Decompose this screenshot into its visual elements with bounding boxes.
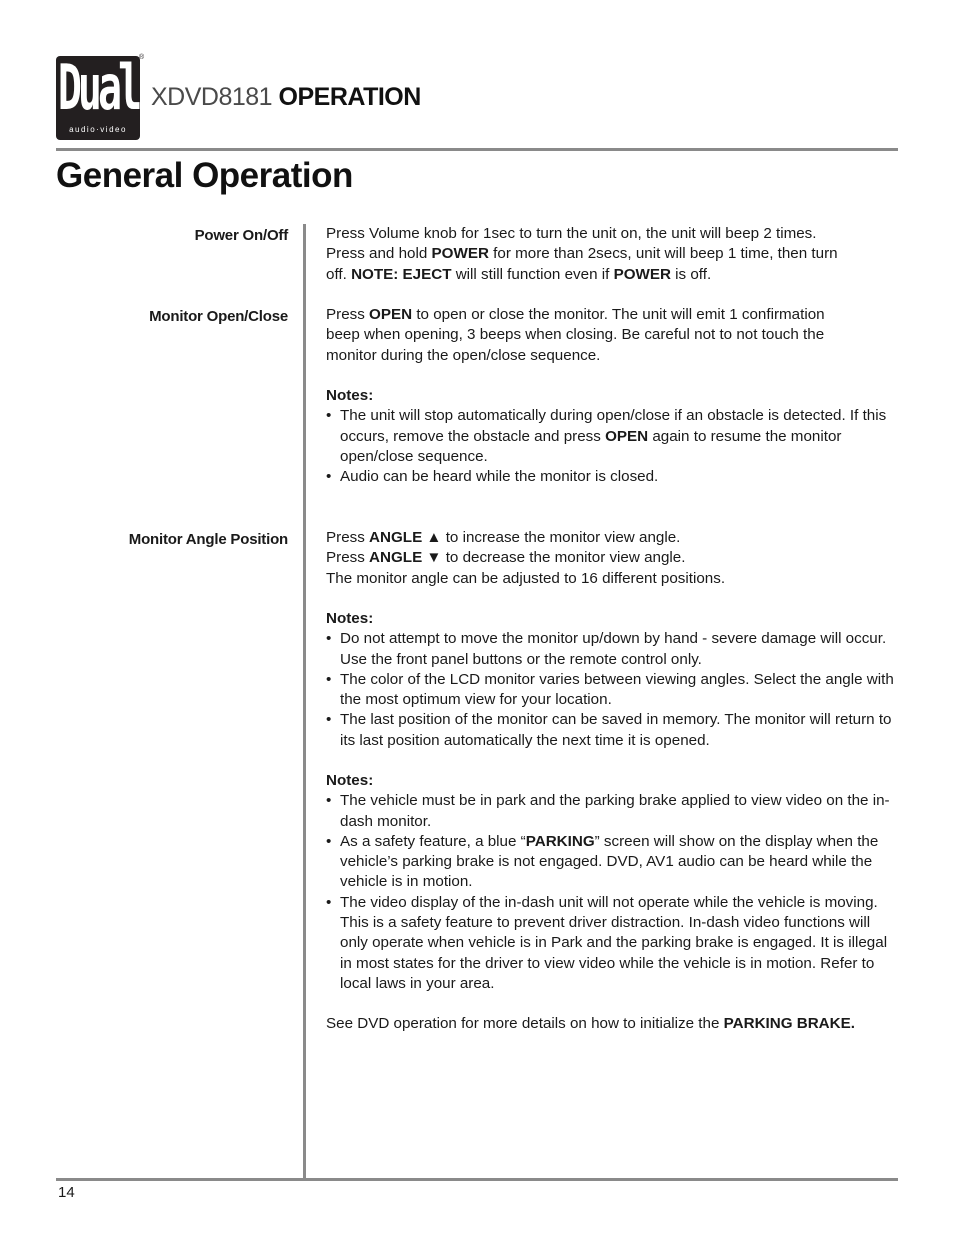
- power-line-1: Press Volume knob for 1sec to turn the unit on, the unit will beep 2 times.: [326, 225, 817, 242]
- label-power-on-off: Power On/Off: [194, 227, 288, 244]
- bottom-divider: [56, 1178, 898, 1181]
- angle-line-1: Press ANGLE ▲ to increase the monitor view angle.: [326, 529, 681, 546]
- section-name: OPERATION: [278, 83, 421, 111]
- list-item: • The last position of the monitor can be saved in memory. The monitor will return to its last position automatically the next time it is opened.: [326, 710, 894, 751]
- power-section-text: [326, 224, 894, 285]
- list-item: • The color of the LCD monitor varies between viewing angles. Select the angle with the most optimum view for your location.: [326, 670, 894, 711]
- list-item: • The video display of the in-dash unit will not operate while the vehicle is moving. This is a safety feature to prevent driver distraction. In-dash video functions will only operate when vehicle is in Park and the parking brake is engaged. It is illegal in most states for the driver to view video while the vehicle is in motion. Refer to local laws in your area.: [326, 893, 894, 994]
- model-number: XDVD8181: [151, 83, 273, 111]
- notes-heading: Notes:: [326, 610, 374, 627]
- angle-notes: [326, 609, 894, 751]
- monitor-line-1: Press OPEN to open or close the monitor. The unit will emit 1 confirmation: [326, 306, 825, 323]
- monitor-notes: [326, 386, 894, 487]
- monitor-line-3: monitor during the open/close sequence.: [326, 346, 601, 364]
- label-monitor-angle-position: Monitor Angle Position: [128, 531, 288, 548]
- notes-list: [326, 406, 894, 487]
- parking-notes: [326, 771, 894, 994]
- monitor-line-2: beep when opening, 3 beeps when closing. Be careful not to not touch the: [326, 326, 825, 344]
- notes-list: [326, 629, 894, 751]
- dual-logo: [56, 53, 140, 140]
- logo-tagline: audio·video: [69, 125, 127, 134]
- parking-footer-text: See DVD operation for more details on how to initialize the PARKING BRAKE.: [326, 1015, 855, 1032]
- registered-mark: ®: [139, 54, 145, 61]
- header-title: [151, 82, 421, 112]
- list-item: • Do not attempt to move the monitor up/down by hand - severe damage will occur. Use the front panel buttons or the remote control only.: [326, 629, 894, 670]
- list-item: • The vehicle must be in park and the parking brake applied to view video on the in-dash monitor.: [326, 791, 894, 832]
- angle-section-text: [326, 528, 894, 589]
- list-item: • The unit will stop automatically during open/close if an obstacle is detected. If this occurs, remove the obstacle and press OPEN again to resume the monitor open/close sequence.: [326, 406, 894, 467]
- notes-heading: Notes:: [326, 387, 374, 404]
- angle-line-3: The monitor angle can be adjusted to 16 different positions.: [326, 569, 726, 587]
- top-divider: [56, 148, 898, 151]
- notes-heading: Notes:: [326, 772, 374, 789]
- monitor-section-text: [326, 305, 894, 366]
- label-monitor-open-close: Monitor Open/Close: [149, 308, 288, 325]
- power-line-3: off. NOTE: EJECT will still function even if POWER is off.: [326, 265, 712, 283]
- angle-line-2: Press ANGLE ▼ to decrease the monitor view angle.: [326, 549, 686, 567]
- page-number: 14: [58, 1184, 75, 1201]
- list-item: • As a safety feature, a blue “PARKING” screen will show on the display when the vehicle’s parking brake is not engaged. DVD, AV1 audio can be heard while the vehicle is in motion.: [326, 832, 894, 893]
- column-divider: [303, 224, 306, 1179]
- power-line-2: Press and hold POWER for more than 2secs, unit will beep 1 time, then turn: [326, 245, 838, 263]
- notes-list: [326, 791, 894, 994]
- page-title: General Operation: [56, 156, 353, 195]
- list-item: • Audio can be heard while the monitor is closed.: [326, 467, 894, 487]
- logo-wordmark: Dual: [57, 53, 139, 125]
